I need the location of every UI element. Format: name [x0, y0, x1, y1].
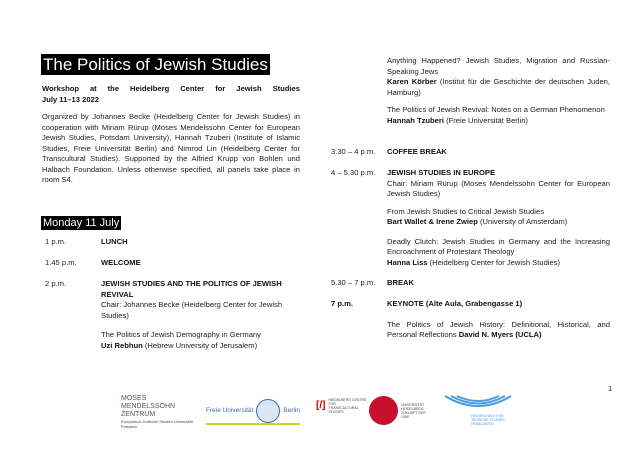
hcts-mark-icon: [/] — [316, 400, 326, 411]
affiliation: (University of Amsterdam) — [477, 217, 568, 226]
session-title: LUNCH — [101, 237, 128, 246]
session-title: WELCOME — [101, 258, 141, 267]
talks-right-top — [387, 56, 610, 126]
talk — [387, 207, 610, 228]
schedule-row — [45, 237, 300, 258]
session-chair: Chair: Miriam Rürup (Moses Mendelssohn Center for European Jewish Studies) — [387, 178, 610, 198]
session-title: COFFEE BREAK — [387, 147, 447, 156]
logo-text: UNIVERSITÄT HEIDELBERG ZUKUNFT SEIT 1386 — [401, 402, 426, 419]
affiliation: (Freie Universität Berlin) — [443, 115, 528, 125]
logo-text: MOSES MENDELSSOHN ZENTRUM — [121, 395, 176, 418]
mmz-logo — [121, 395, 193, 429]
schedule-row — [45, 279, 300, 351]
time: 5.30 – 7 p.m. — [331, 278, 376, 287]
talk-title: The Politics of Jewish Revival: Notes on a German Phenomenon — [387, 105, 605, 114]
schedule-row — [331, 278, 610, 299]
page-number: 1 — [608, 384, 613, 393]
speaker: David N. Myers (UCLA) — [458, 330, 542, 339]
time: 1.45 p.m. — [45, 258, 77, 267]
workshop-info — [42, 84, 300, 186]
affiliation: (Heidelberg Center for Jewish Studies) — [427, 257, 561, 267]
fu-berlin-logo — [206, 399, 300, 425]
speaker: Bart Wallet & Irene Zwiep — [387, 217, 478, 226]
talk-title: From Jewish Studies to Critical Jewish Studies — [387, 206, 544, 216]
logo-text: HOCHSCHULE FÜR JÜDISCHE STUDIEN HEIDELBERG — [471, 414, 505, 426]
speaker: Hanna Liss — [387, 257, 428, 267]
affiliation: (Hebrew University of Jerusalem) — [142, 340, 258, 350]
arcs-icon — [443, 394, 513, 412]
speaker: Hannah Tzuberi — [387, 115, 444, 125]
schedule-row — [331, 147, 610, 168]
hfjs-logo — [443, 394, 513, 426]
seal-icon — [256, 399, 280, 423]
time: 4 – 5.30 p.m. — [331, 168, 376, 177]
affiliation: (Institut für die Geschichte der deutschen Juden, Hamburg) — [387, 77, 610, 97]
talk-title: Anything Happened? Jewish Studies, Migration and Russian-Speaking Jews — [387, 56, 610, 76]
time: 7 p.m. — [331, 299, 353, 308]
uni-heidelberg-logo — [369, 396, 427, 425]
time: 3.30 – 4 p.m. — [331, 147, 376, 156]
talk — [387, 237, 610, 269]
logo-text: HEIDELBERG CENTRE FOR TRANSCULTURAL STUDIES — [328, 398, 367, 414]
talk-title: Deadly Clutch: Jewish Studies in Germany and the Increasing Encroachment of Protestant Theology — [387, 236, 610, 256]
talk — [387, 320, 610, 341]
schedule-row — [331, 168, 610, 268]
session-title: JEWISH STUDIES AND THE POLITICS OF JEWISH REVIVAL — [101, 279, 282, 299]
organizers-paragraph: Organized by Johannes Becke (Heidelberg Center for Jewish Studies) in cooperation with Miriam Rürup (Moses Mendelssohn Center for European Jewish Studies, Potsdam University), Hannah Tzuberi (Institute of Islamic Studies, Freie Universität Berlin) and Nimrod Lin (Heidelberg Center for Transcultural Studies). Supported by the Alfried Krupp von Bohlen und Halbach Foundation. Unless otherwise specified, all panels take place in room S4. — [42, 112, 300, 184]
workshop-dates: July 11–13 2022 — [42, 94, 100, 104]
time: 2 p.m. — [45, 279, 67, 288]
logo-text: Berlin — [283, 407, 300, 414]
seal-icon — [369, 396, 398, 425]
session-title: KEYNOTE (Alte Aula, Grabengasse 1) — [387, 299, 523, 308]
speaker: Uzi Rebhun — [101, 340, 143, 350]
schedule-right — [331, 147, 610, 341]
talk-title: The Politics of Jewish History: Definitional, Historical, and Personal Reflections — [387, 319, 610, 339]
schedule-row — [45, 258, 300, 279]
talk-title: The Politics of Jewish Demography in Germany — [101, 330, 261, 339]
session-title: JEWISH STUDIES IN EUROPE — [387, 168, 496, 177]
workshop-line: Workshop at the Heidelberg Center for Jewish Studies — [42, 84, 300, 93]
talk — [387, 105, 610, 126]
hcts-logo — [316, 398, 366, 414]
schedule-row — [331, 299, 610, 341]
day-heading: Monday 11 July — [43, 217, 120, 229]
talk — [101, 330, 300, 351]
session-title: BREAK — [387, 278, 415, 287]
session-chair: Chair: Johannes Becke (Heidelberg Center for Jewish Studies) — [101, 300, 283, 320]
logo-text: Freie Universität — [206, 407, 254, 414]
speaker: Karen Körber — [387, 77, 437, 86]
schedule-left — [45, 237, 300, 351]
talk — [387, 56, 610, 98]
logo-subtext: Europäisch-Jüdische Studien Universität Potsdam — [121, 419, 193, 429]
time: 1 p.m. — [45, 237, 67, 246]
page-title: The Politics of Jewish Studies — [43, 55, 268, 74]
